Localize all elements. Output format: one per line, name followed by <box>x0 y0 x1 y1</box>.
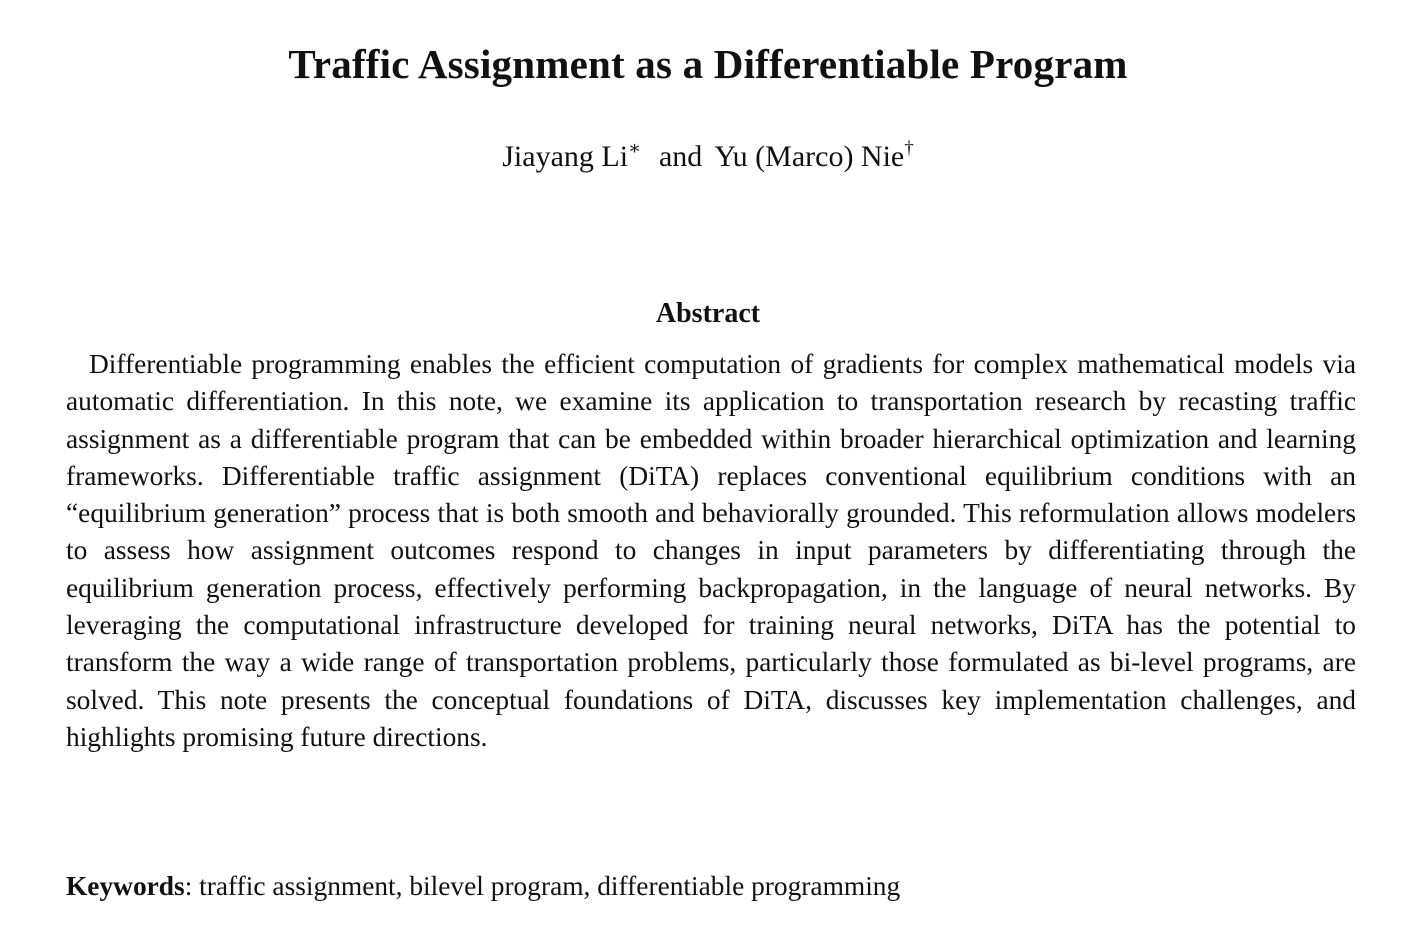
author-footnote-mark-2: † <box>904 138 914 159</box>
author-separator: and <box>658 140 703 173</box>
keywords-text: traffic assignment, bilevel program, differentiable programming <box>199 871 901 901</box>
keywords-line <box>66 868 1356 905</box>
keywords-label: Keywords <box>66 871 185 901</box>
paper-title: Traffic Assignment as a Differentiable Program <box>288 41 1128 87</box>
keywords-separator: : <box>184 871 193 901</box>
author-name-2: Yu (Marco) Nie <box>714 140 905 173</box>
author-line <box>0 140 1416 174</box>
author-footnote-mark-1: ∗ <box>628 138 641 159</box>
abstract-heading: Abstract <box>655 298 761 329</box>
abstract-text: Differentiable programming enables the efficient computation of gradients for complex mathematical models via automatic differentiation. In this note, we examine its application to transportation research by recasting traffic assignment as a differentiable program that can be embedded within broader hierarchical optimization and learning frameworks. Differentiable traffic assignment (DiTA) replaces conventional equilibrium conditions with an “equilibrium generation” process that is both smooth and behaviorally grounded. This reformulation allows modelers to assess how assignment outcomes respond to changes in input parameters by differentiating through the equilibrium generation process, effectively performing backpropagation, in the language of neural networks. By leveraging the computational infrastructure developed for training neural networks, DiTA has the potential to transform the way a wide range of transportation problems, particularly those formulated as bi-level programs, are solved. This note presents the conceptual foundations of DiTA, discusses key implementation challenges, and highlights promising future directions. <box>66 349 1356 752</box>
author-name-1: Jiayang Li <box>502 140 629 173</box>
